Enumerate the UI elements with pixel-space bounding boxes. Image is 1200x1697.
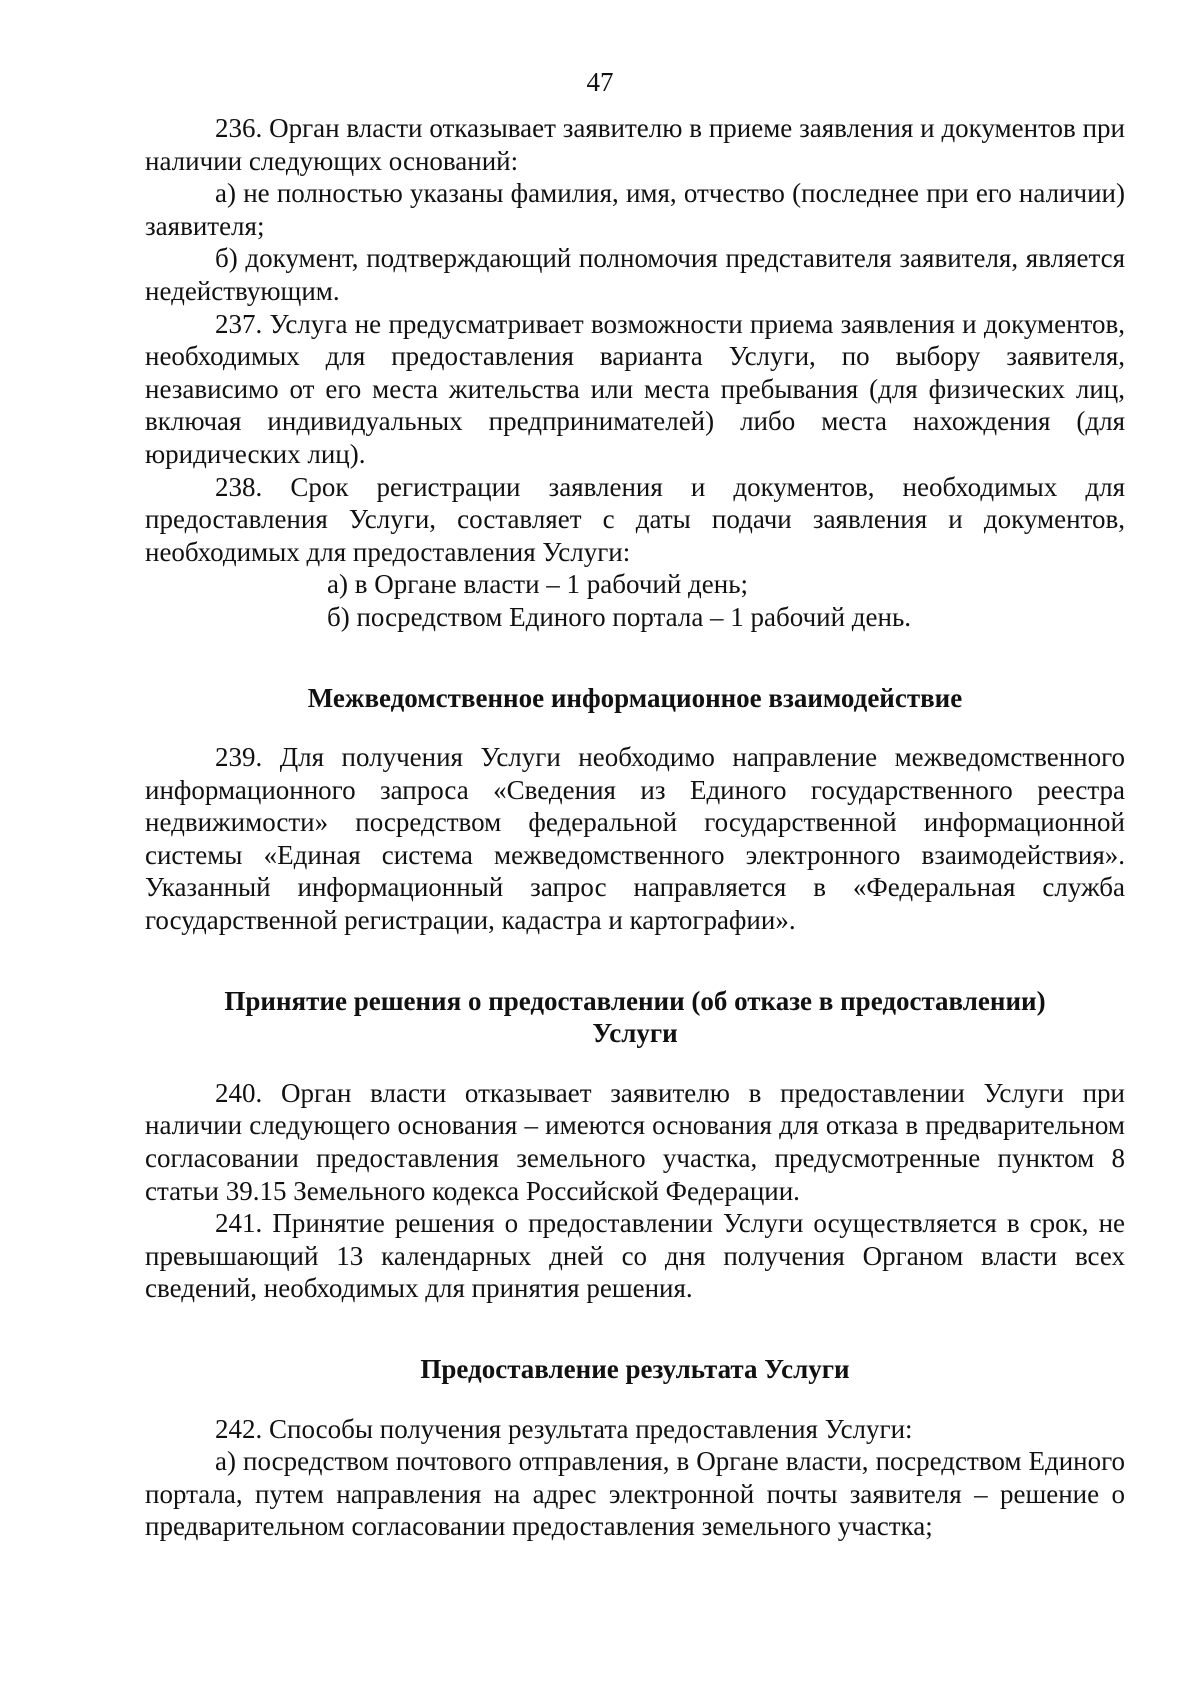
paragraph-238: 238. Срок регистрации заявления и документов, необходимых для предоставления Услуги, составляет с даты подачи заявления и документов, необходимых для предоставления Услуги: [145, 471, 1125, 567]
paragraph-239: 239. Для получения Услуги необходимо направление межведомственного информационного запроса «Сведения из Единого государственного реестра недвижимости» посредством федеральной государственной информационной системы «Единая система межведомственного электронного взаимодействия». Указанный информационный запрос направляется в «Федеральная служба государственной регистрации, кадастра и картографии». [145, 742, 1125, 936]
section-heading-interagency: Межведомственное информационное взаимодействие [307, 682, 963, 713]
paragraph-236-a: а) не полностью указаны фамилия, имя, отчество (последнее при его наличии) заявителя; [145, 178, 1125, 241]
section-heading-decision [145, 985, 1125, 1050]
paragraph-237: 237. Услуга не предусматривает возможности приема заявления и документов, необходимых для предоставления варианта Услуги, по выбору заявителя, независимо от его места жительства или места пребывания (для физических лиц, включая индивидуальных предпринимателей) либо места нахождения (для юридических лиц). [145, 308, 1125, 469]
paragraph-236: 236. Орган власти отказывает заявителю в приеме заявления и документов при наличии следующих оснований: [145, 113, 1125, 176]
document-body [145, 112, 1125, 1543]
paragraph-238-a: а) в Органе власти – 1 рабочий день; [327, 569, 749, 600]
page-number: 47 [586, 67, 614, 97]
paragraph-238-b: б) посредством Единого портала – 1 рабочий день. [327, 601, 912, 632]
paragraph-241: 241. Принятие решения о предоставлении Услуги осуществляется в срок, не превышающий 13 календарных дней со дня получения Органом власти всех сведений, необходимых для принятия решения. [145, 1208, 1125, 1304]
paragraph-242: 242. Способы получения результата предоставления Услуги: [215, 1413, 913, 1444]
section-heading-decision-line2: Услуги [592, 1018, 678, 1049]
paragraph-242-a: а) посредством почтового отправления, в Органе власти, посредством Единого портала, путем направления на адрес электронной почты заявителя – решение о предварительном согласовании предоставления земельного участка; [145, 1446, 1125, 1542]
paragraph-240: 240. Орган власти отказывает заявителю в предоставлении Услуги при наличии следующего основания – имеются основания для отказа в предварительном согласовании предоставления земельного участка, предусмотренные пунктом 8 статьи 39.15 Земельного кодекса Российской Федерации. [145, 1077, 1125, 1206]
section-heading-decision-line1: Принятие решения о предоставлении (об отказе в предоставлении) [224, 985, 1046, 1016]
paragraph-236-b: б) документ, подтверждающий полномочия представителя заявителя, является недействующим. [145, 243, 1125, 306]
section-heading-result: Предоставление результата Услуги [420, 1354, 850, 1384]
